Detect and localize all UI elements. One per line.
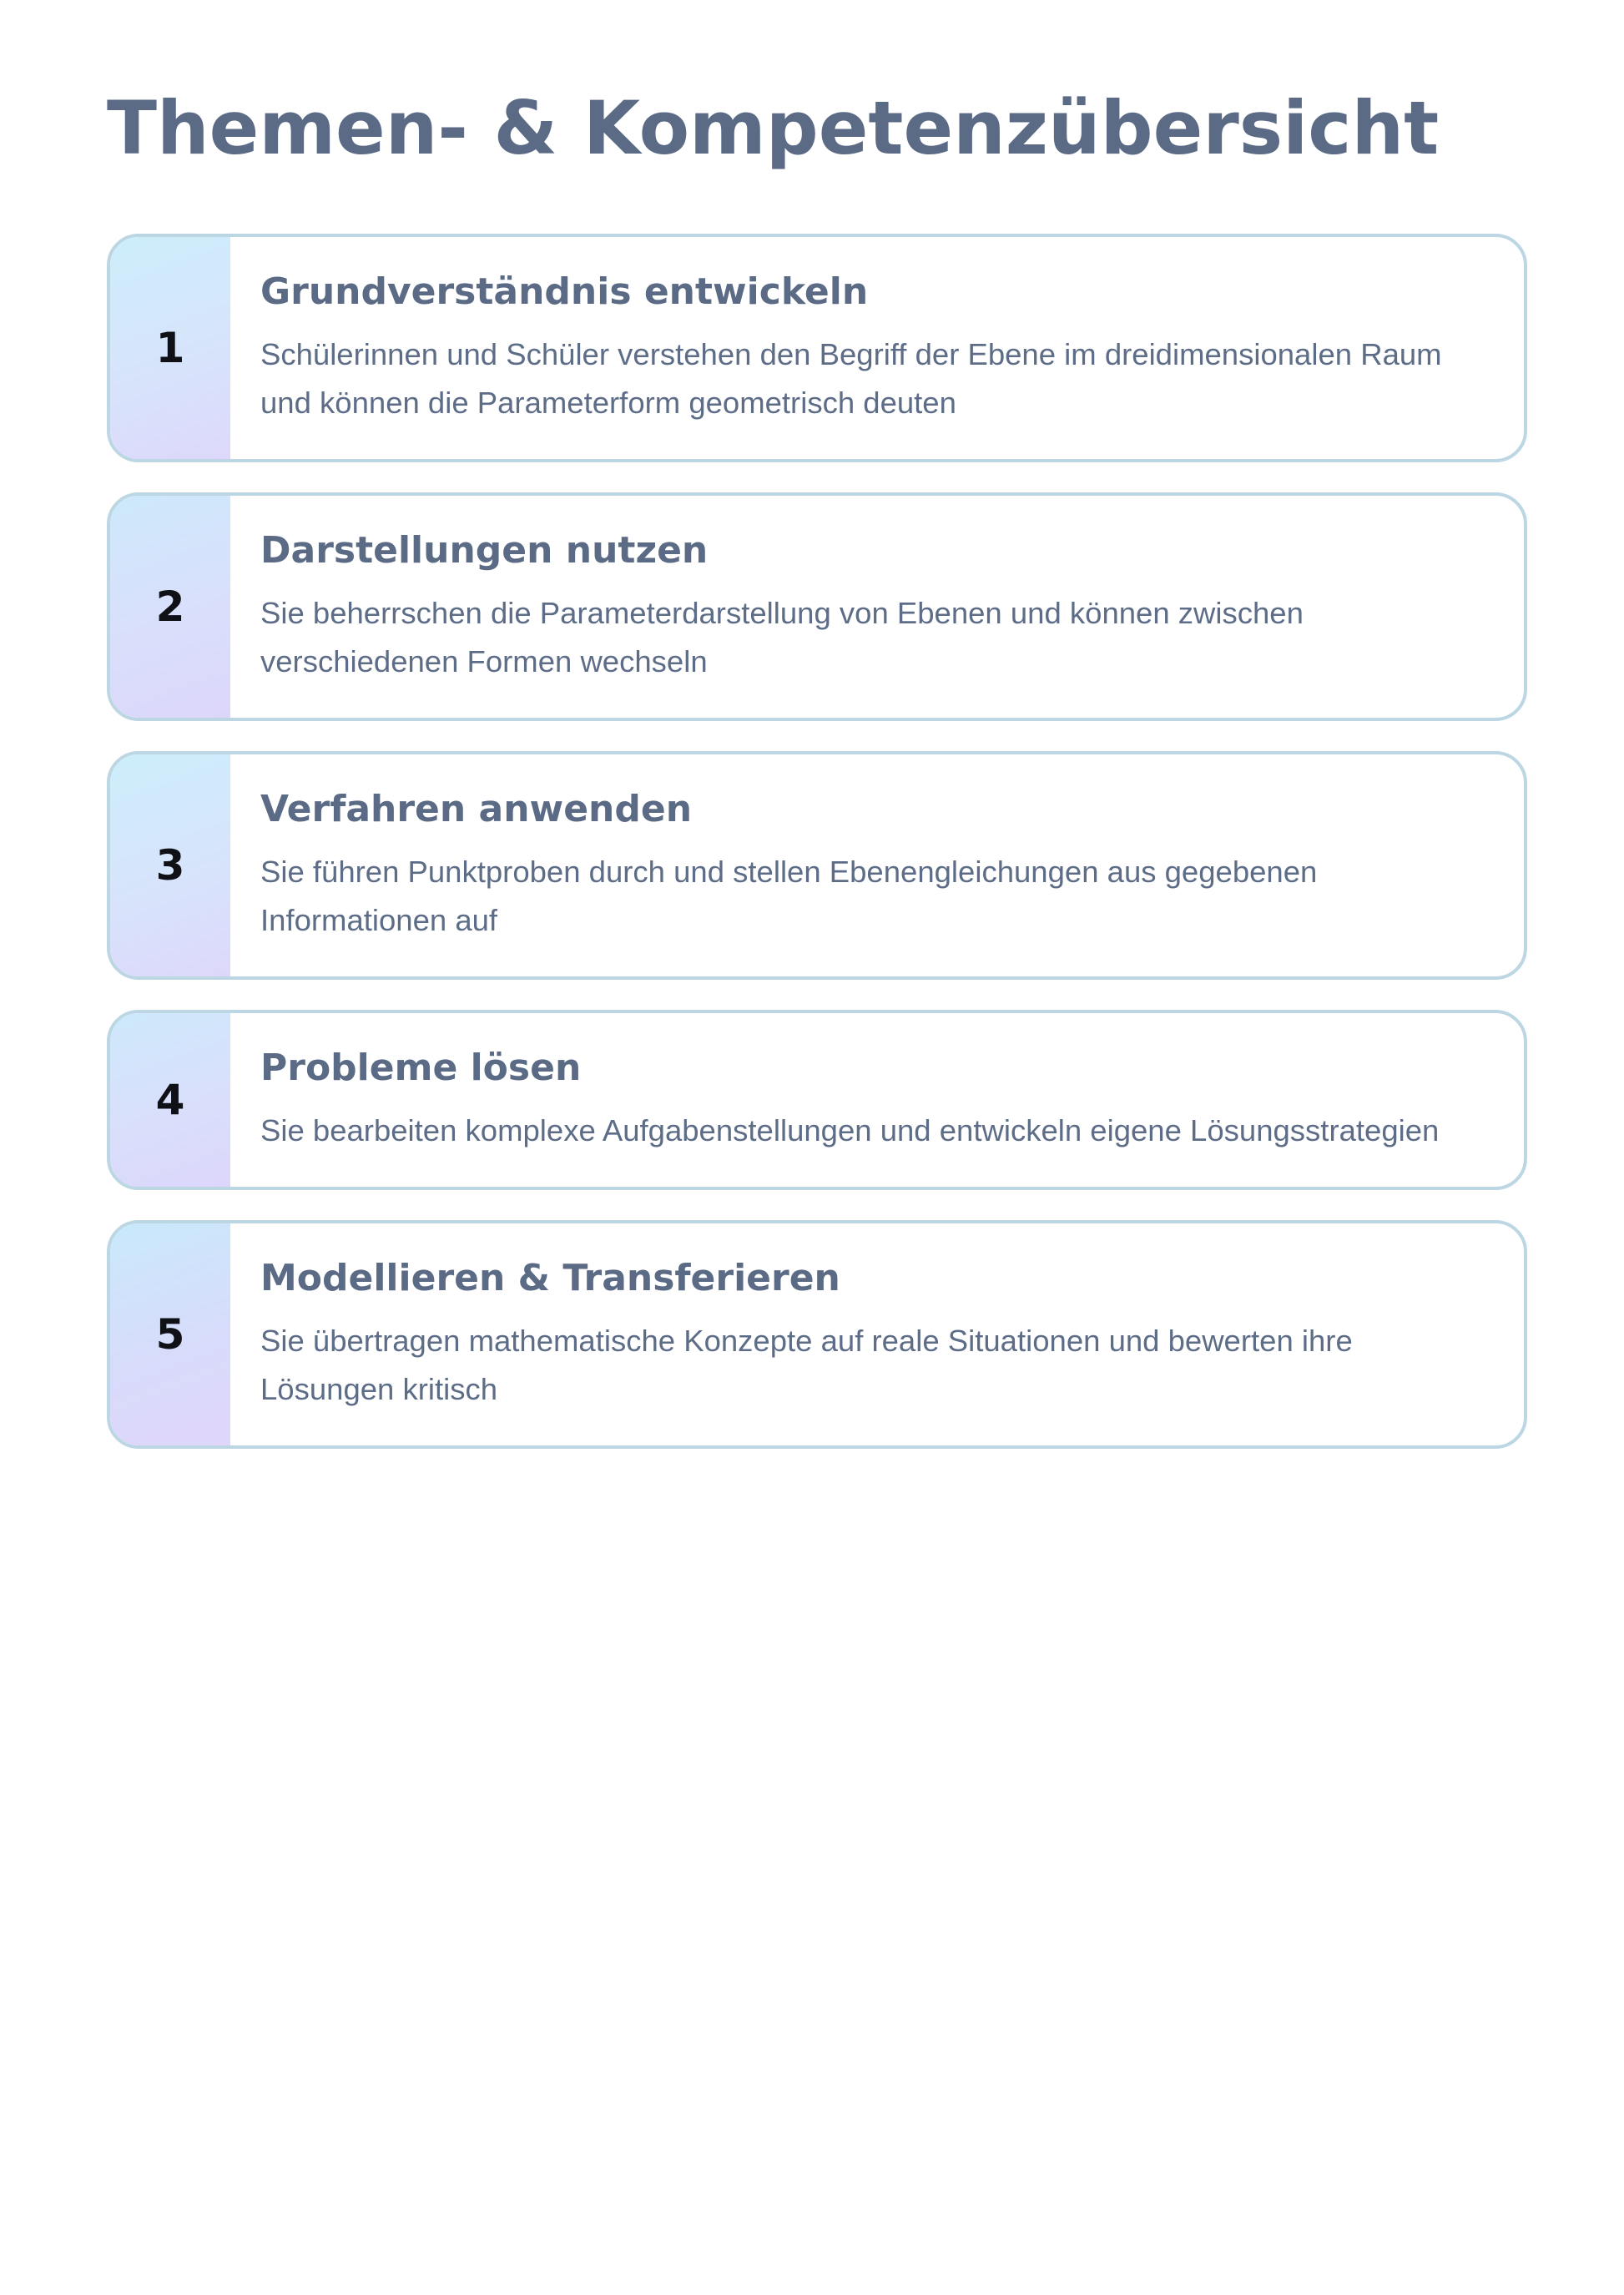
competency-card: [107, 1220, 1527, 1449]
competency-number: 5: [155, 1310, 185, 1359]
competency-title: Grundverständnis entwickeln: [260, 270, 869, 313]
competency-card: [107, 751, 1527, 980]
competency-content: [230, 237, 1524, 459]
competency-title: Verfahren anwenden: [260, 788, 693, 830]
competency-description: Sie bearbeiten komplexe Aufgabenstellungen und entwickeln eigene Lösungsstrategien: [260, 1113, 1440, 1148]
page-title: Themen- & Kompetenzübersicht: [107, 85, 1440, 171]
number-badge: [110, 1223, 230, 1445]
competency-description: Sie führen Punktproben durch und stellen Ebenengleichungen aus gegebenen Informationen auf: [260, 855, 1318, 937]
competency-description: Sie übertragen mathematische Konzepte auf reale Situationen und bewerten ihre Lösungen kritisch: [260, 1324, 1353, 1406]
competency-description: Schülerinnen und Schüler verstehen den Begriff der Ebene im dreidimensionalen Raum und können die Parameterform geometrisch deuten: [260, 337, 1442, 420]
number-badge: [110, 496, 230, 718]
competency-title: Modellieren & Transferieren: [260, 1257, 840, 1299]
number-badge: [110, 1013, 230, 1187]
competency-number: 3: [155, 841, 185, 890]
competency-number: 4: [155, 1076, 185, 1124]
competency-list: [107, 234, 1527, 1449]
competency-title: Probleme lösen: [260, 1047, 582, 1089]
competency-content: [230, 754, 1524, 976]
competency-number: 2: [155, 583, 185, 631]
competency-title: Darstellungen nutzen: [260, 529, 709, 572]
competency-card: [107, 234, 1527, 462]
competency-card: [107, 492, 1527, 721]
number-badge: [110, 754, 230, 976]
competency-content: [230, 1223, 1524, 1445]
competency-description: Sie beherrschen die Parameterdarstellung von Ebenen und können zwischen verschiedenen Formen wechseln: [260, 596, 1304, 678]
page: [107, 80, 1527, 1449]
competency-content: [230, 496, 1524, 718]
competency-card: [107, 1010, 1527, 1190]
competency-content: [230, 1013, 1524, 1187]
number-badge: [110, 237, 230, 459]
competency-number: 1: [155, 324, 185, 372]
